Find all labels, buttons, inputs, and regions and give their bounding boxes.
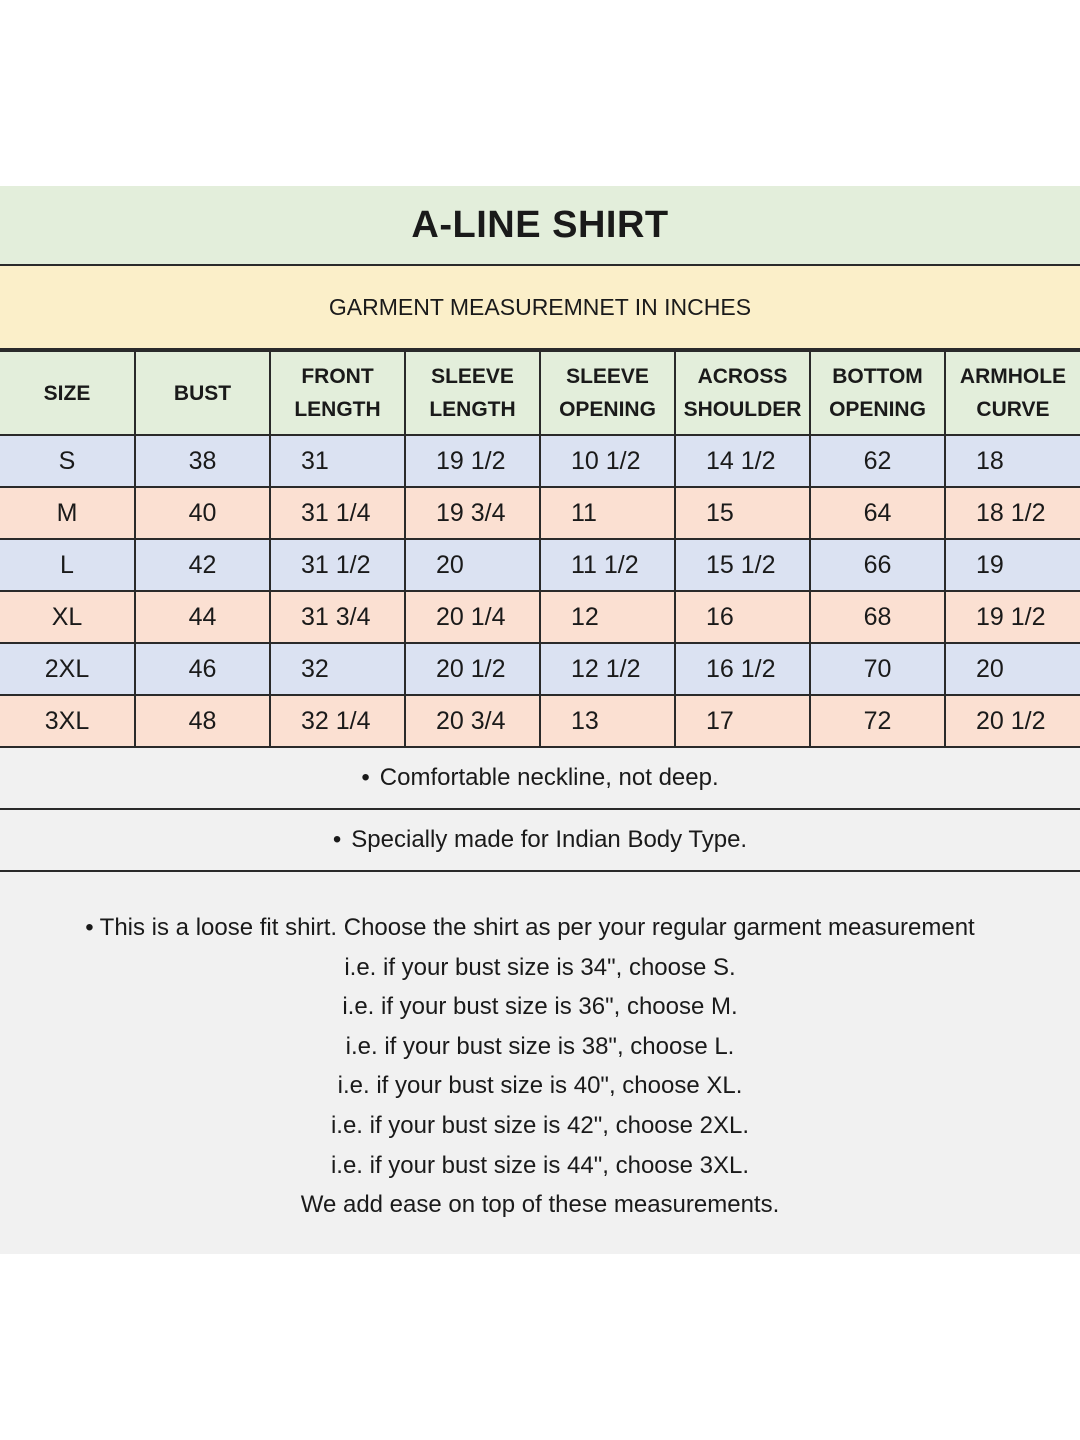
header-sleeve-opening: SLEEVE OPENING <box>540 351 675 435</box>
header-front-length: FRONT LENGTH <box>270 351 405 435</box>
cell-across-shoulder: 16 1/2 <box>675 643 810 695</box>
cell-armhole-curve: 20 <box>945 643 1080 695</box>
table-body <box>0 435 1080 747</box>
cell-sleeve-opening: 11 1/2 <box>540 539 675 591</box>
size-chart <box>0 186 1080 1254</box>
cell-bust: 38 <box>135 435 270 487</box>
guide-line: i.e. if your bust size is 40", choose XL. <box>337 1072 743 1100</box>
header-sleeve-length: SLEEVE LENGTH <box>405 351 540 435</box>
cell-armhole-curve: 18 1/2 <box>945 487 1080 539</box>
cell-bust: 48 <box>135 695 270 747</box>
measurement-table <box>0 350 1080 748</box>
cell-across-shoulder: 15 <box>675 487 810 539</box>
table-row <box>0 435 1080 487</box>
cell-size: 3XL <box>0 695 135 747</box>
size-guide <box>0 872 1080 1254</box>
header-bottom-opening: BOTTOM OPENING <box>810 351 945 435</box>
note-text: Specially made for Indian Body Type. <box>351 826 748 853</box>
cell-bottom-opening: 66 <box>810 539 945 591</box>
subtitle-band <box>0 266 1080 350</box>
cell-across-shoulder: 17 <box>675 695 810 747</box>
guide-line: i.e. if your bust size is 36", choose M. <box>342 993 738 1021</box>
cell-armhole-curve: 20 1/2 <box>945 695 1080 747</box>
guide-line: i.e. if your bust size is 44", choose 3XL. <box>330 1151 750 1179</box>
cell-armhole-curve: 19 1/2 <box>945 591 1080 643</box>
note-body-type <box>0 810 1080 872</box>
table-row <box>0 487 1080 539</box>
cell-bust: 42 <box>135 539 270 591</box>
cell-sleeve-opening: 13 <box>540 695 675 747</box>
cell-armhole-curve: 19 <box>945 539 1080 591</box>
guide-intro-line <box>0 908 1080 948</box>
table-header-row <box>0 351 1080 435</box>
cell-bust: 44 <box>135 591 270 643</box>
cell-bottom-opening: 62 <box>810 435 945 487</box>
cell-size: 2XL <box>0 643 135 695</box>
table-row <box>0 539 1080 591</box>
guide-line: i.e. if your bust size is 38", choose L. <box>345 1032 735 1060</box>
cell-sleeve-length: 20 1/4 <box>405 591 540 643</box>
cell-bottom-opening: 64 <box>810 487 945 539</box>
cell-sleeve-length: 19 3/4 <box>405 487 540 539</box>
cell-bottom-opening: 72 <box>810 695 945 747</box>
cell-sleeve-length: 20 1/2 <box>405 643 540 695</box>
header-armhole-curve: ARMHOLE CURVE <box>945 351 1080 435</box>
guide-line: We add ease on top of these measurements. <box>300 1191 780 1219</box>
cell-front-length: 31 3/4 <box>270 591 405 643</box>
cell-sleeve-length: 20 3/4 <box>405 695 540 747</box>
cell-armhole-curve: 18 <box>945 435 1080 487</box>
bullet-icon: • <box>332 826 342 853</box>
cell-across-shoulder: 16 <box>675 591 810 643</box>
note-neckline <box>0 748 1080 810</box>
header-size: SIZE <box>0 351 135 435</box>
cell-front-length: 32 <box>270 643 405 695</box>
cell-bottom-opening: 68 <box>810 591 945 643</box>
cell-front-length: 31 <box>270 435 405 487</box>
cell-size: M <box>0 487 135 539</box>
cell-bust: 40 <box>135 487 270 539</box>
cell-sleeve-opening: 12 <box>540 591 675 643</box>
cell-sleeve-opening: 10 1/2 <box>540 435 675 487</box>
note-text: Comfortable neckline, not deep. <box>379 764 719 791</box>
cell-across-shoulder: 15 1/2 <box>675 539 810 591</box>
chart-title: A-LINE SHIRT <box>411 203 669 246</box>
header-across-shoulder: ACROSS SHOULDER <box>675 351 810 435</box>
cell-bust: 46 <box>135 643 270 695</box>
bullet-icon: • <box>361 764 370 791</box>
cell-sleeve-length: 20 <box>405 539 540 591</box>
header-bust: BUST <box>135 351 270 435</box>
cell-sleeve-opening: 11 <box>540 487 675 539</box>
cell-front-length: 31 1/2 <box>270 539 405 591</box>
guide-line: i.e. if your bust size is 42", choose 2XL. <box>330 1111 750 1139</box>
table-row <box>0 643 1080 695</box>
guide-intro-text: This is a loose fit shirt. Choose the shirt as per your regular garment measurement <box>99 914 975 941</box>
chart-subtitle: GARMENT MEASUREMNET IN INCHES <box>328 293 752 320</box>
table-row <box>0 695 1080 747</box>
cell-bottom-opening: 70 <box>810 643 945 695</box>
cell-sleeve-length: 19 1/2 <box>405 435 540 487</box>
bullet-icon: • <box>85 914 94 941</box>
table-row <box>0 591 1080 643</box>
cell-across-shoulder: 14 1/2 <box>675 435 810 487</box>
cell-size: S <box>0 435 135 487</box>
cell-size: L <box>0 539 135 591</box>
cell-front-length: 32 1/4 <box>270 695 405 747</box>
cell-front-length: 31 1/4 <box>270 487 405 539</box>
guide-line: i.e. if your bust size is 34", choose S. <box>344 953 736 981</box>
cell-size: XL <box>0 591 135 643</box>
cell-sleeve-opening: 12 1/2 <box>540 643 675 695</box>
title-band <box>0 186 1080 266</box>
